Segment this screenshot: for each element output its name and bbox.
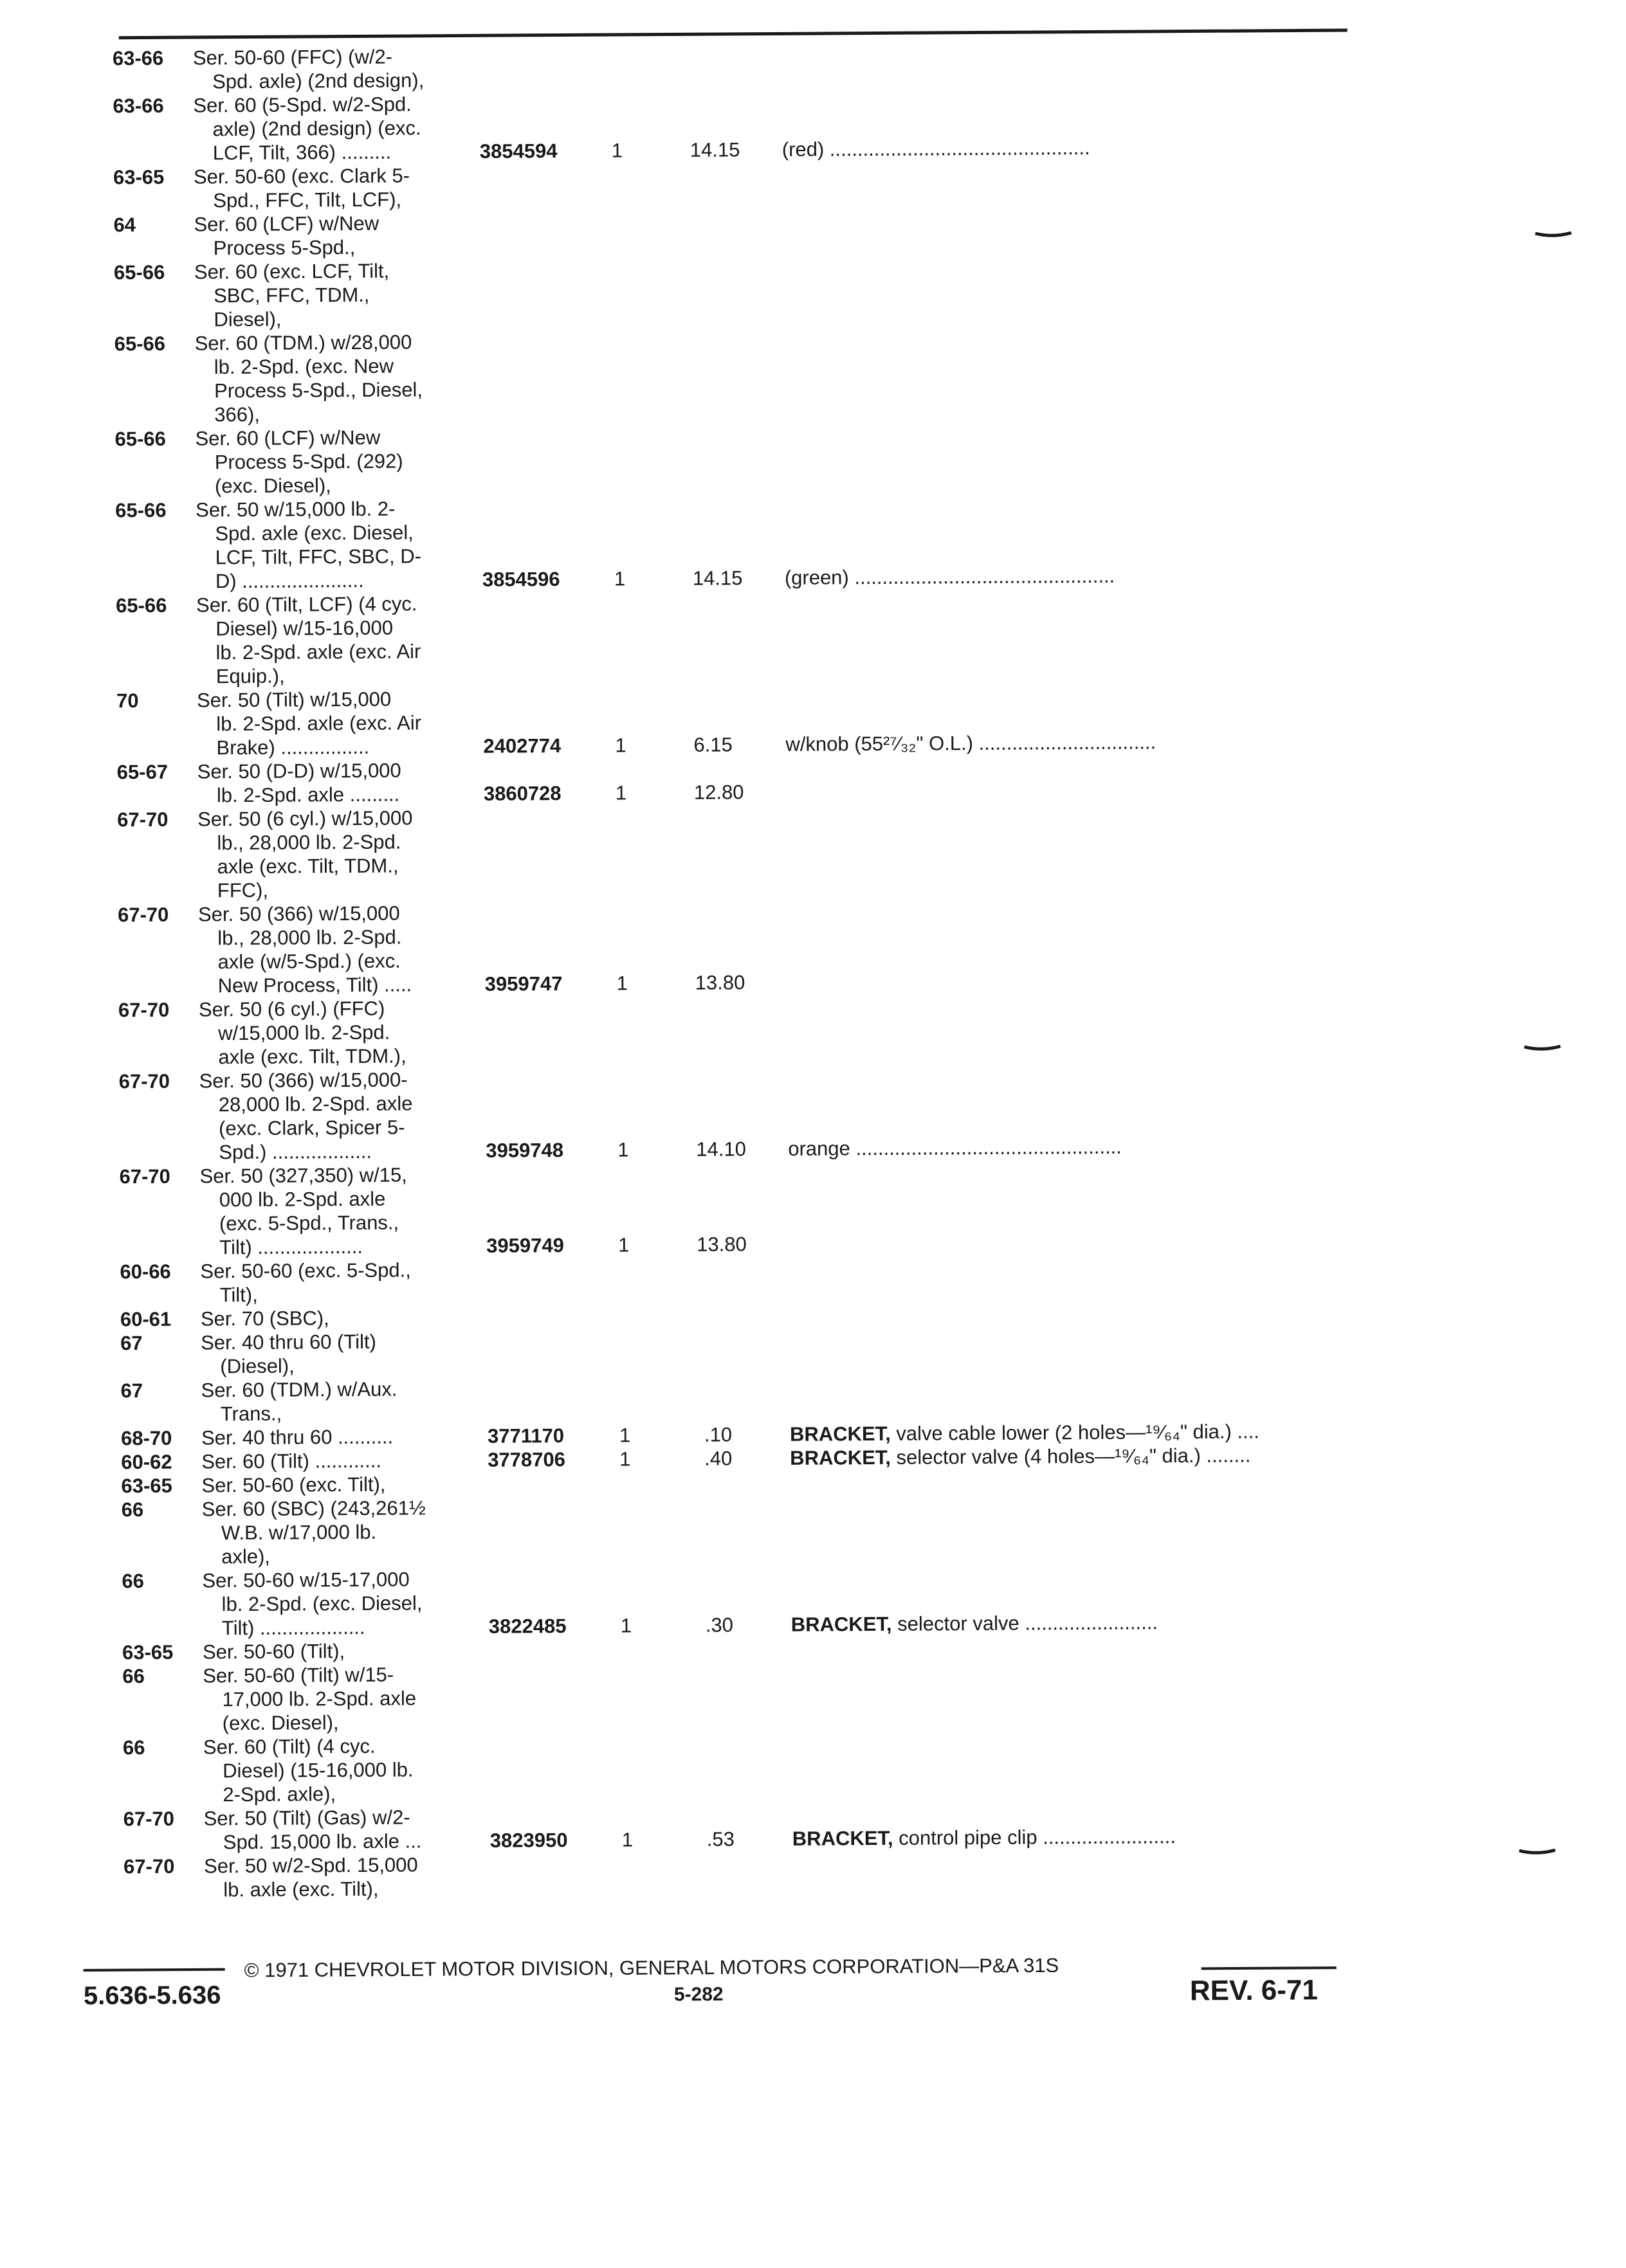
part-name-label: BRACKET, <box>792 1826 893 1850</box>
year-cell: 67-70 <box>119 1165 170 1188</box>
part-number-cell: 3854596 <box>482 568 560 591</box>
description-cell: Ser. 50 (Tilt) (Gas) w/2- <box>203 1806 410 1830</box>
price-cell: 12.80 <box>693 781 744 804</box>
description-cell: Diesel), <box>214 307 282 331</box>
note-text: valve cable lower (2 holes—¹⁹⁄₆₄" dia.) .... <box>890 1420 1260 1445</box>
description-cell: Ser. 50 (6 cyl.) (FFC) <box>198 997 385 1021</box>
description-cell: Ser. 50 (Tilt) w/15,000 <box>196 687 392 712</box>
description-cell: lb. 2-Spd. (exc. Diesel, <box>221 1592 423 1616</box>
description-cell: 000 lb. 2-Spd. axle <box>219 1187 386 1211</box>
footer-copyright: © 1971 CHEVROLET MOTOR DIVISION, GENERAL MOTORS CORPORATION—P&A 31S <box>244 1954 1059 1982</box>
description-cell: LCF, Tilt, FFC, SBC, D- <box>215 545 422 569</box>
description-cell: Ser. 50 (366) w/15,000- <box>199 1068 408 1093</box>
part-name-label: BRACKET, <box>790 1446 891 1469</box>
note-cell <box>791 1610 1158 1636</box>
price-cell: .30 <box>705 1613 734 1637</box>
page-footer <box>84 1951 1345 2049</box>
parts-list <box>0 37 1626 1903</box>
quantity-cell: 1 <box>615 734 626 757</box>
price-cell: 13.80 <box>697 1233 747 1256</box>
description-cell: Ser. 50-60 (FFC) (w/2- <box>192 45 393 69</box>
description-cell: Ser. 50-60 (exc. Clark 5- <box>193 164 410 188</box>
description-cell: lb. axle (exc. Tilt), <box>223 1877 379 1901</box>
price-cell: 14.15 <box>692 567 743 590</box>
description-cell: LCF, Tilt, 366) ......... <box>212 140 392 165</box>
year-cell: 65-66 <box>113 260 165 284</box>
description-cell: (exc. Clark, Spicer 5- <box>218 1116 405 1140</box>
description-cell: Ser. 50 (366) w/15,000 <box>197 902 400 926</box>
description-cell: Process 5-Spd., Diesel, <box>214 378 423 403</box>
description-cell: Ser. 50-60 (exc. 5-Spd., <box>200 1258 411 1283</box>
year-cell: 65-66 <box>114 332 166 356</box>
description-cell: Ser. 60 (exc. LCF, Tilt, <box>194 259 390 284</box>
year-cell: 67-70 <box>123 1855 175 1878</box>
description-cell: Process 5-Spd., <box>213 235 356 260</box>
part-number-cell: 3822485 <box>488 1614 567 1638</box>
description-cell: Ser. 60 (TDM.) w/Aux. <box>201 1377 397 1402</box>
year-cell: 65-66 <box>114 427 166 451</box>
description-cell: Ser. 60 (LCF) w/New <box>195 426 381 450</box>
description-cell: Spd.) .................. <box>219 1139 372 1164</box>
description-cell: Spd. axle (exc. Diesel, <box>215 521 414 545</box>
part-name-label: BRACKET, <box>790 1612 892 1636</box>
year-cell: 65-66 <box>116 594 167 617</box>
description-cell: lb. 2-Spd. axle (exc. Air <box>215 640 421 664</box>
description-cell: lb. 2-Spd. axle ......... <box>216 783 400 807</box>
quantity-cell: 1 <box>620 1614 632 1637</box>
description-cell: axle), <box>221 1545 271 1568</box>
year-cell: 63-66 <box>113 94 164 118</box>
part-number-cell: 3959747 <box>484 972 563 995</box>
part-number-cell: 3854594 <box>479 140 558 163</box>
year-cell: 65-66 <box>115 498 167 522</box>
year-cell: 67 <box>120 1332 143 1355</box>
description-cell: Ser. 60 (SBC) (243,261½ <box>201 1496 426 1521</box>
description-cell: Diesel) w/15-16,000 <box>215 616 394 640</box>
part-name-label: BRACKET, <box>789 1422 891 1446</box>
year-cell: 63-65 <box>113 165 165 189</box>
description-cell: lb. 2-Spd. (exc. New <box>214 354 394 379</box>
description-cell: Ser. 50 w/2-Spd. 15,000 <box>203 1853 418 1878</box>
description-cell: Ser. 50 w/15,000 lb. 2- <box>196 497 396 522</box>
note-text: (green) ............................................... <box>784 564 1115 589</box>
description-cell: Ser. 60 (Tilt) ............ <box>201 1449 381 1473</box>
quantity-cell: 1 <box>621 1828 634 1851</box>
description-cell: W.B. w/17,000 lb. <box>221 1520 377 1545</box>
quantity-cell: 1 <box>617 1138 629 1161</box>
note-cell <box>790 1443 1250 1469</box>
note-text: w/knob (55²⁷⁄₃₂" O.L.) ................................ <box>785 730 1156 756</box>
year-cell: 64 <box>113 213 136 237</box>
quantity-cell: 1 <box>616 972 628 995</box>
note-text: selector valve (4 holes—¹⁹⁄₆₄" dia.) ........ <box>890 1444 1251 1469</box>
part-number-cell: 3860728 <box>483 782 562 805</box>
note-cell <box>785 564 1115 590</box>
description-cell: Brake) ................ <box>216 735 370 759</box>
binder-mark <box>1534 231 1573 238</box>
description-cell: Tilt) ................... <box>219 1235 363 1259</box>
description-cell: lb. 2-Spd. axle (exc. Air <box>216 711 422 736</box>
quantity-cell: 1 <box>611 139 623 162</box>
year-cell: 67-70 <box>117 808 169 831</box>
note-cell <box>782 136 1090 161</box>
footer-page-number: 5-282 <box>673 1983 724 2006</box>
year-cell: 66 <box>122 1665 145 1688</box>
year-cell: 63-66 <box>112 46 164 70</box>
footer-revision: REV. 6-71 <box>1189 1974 1319 2007</box>
price-cell: .40 <box>704 1447 733 1470</box>
year-cell: 67-70 <box>117 903 169 927</box>
note-text: control pipe clip ........................ <box>893 1825 1176 1849</box>
description-cell: lb., 28,000 lb. 2-Spd. <box>217 830 401 855</box>
quantity-cell: 1 <box>618 1233 630 1256</box>
price-cell: 13.80 <box>695 971 745 994</box>
description-cell: Ser. 50-60 w/15-17,000 <box>202 1568 410 1592</box>
quantity-cell: 1 <box>619 1447 631 1471</box>
description-cell: (exc. 5-Spd., Trans., <box>219 1211 399 1235</box>
binder-mark <box>1518 1849 1557 1855</box>
description-cell: axle (exc. Tilt, TDM., <box>217 854 399 878</box>
part-number-cell: 3778706 <box>488 1448 566 1471</box>
description-cell: Equip.), <box>215 664 285 688</box>
description-cell: Trans., <box>220 1402 282 1426</box>
top-rule <box>119 29 1347 40</box>
description-cell: lb., 28,000 lb. 2-Spd. <box>217 925 402 950</box>
binder-mark <box>1523 1045 1562 1051</box>
note-text: (red) ............................................... <box>781 136 1090 161</box>
description-cell: D) ...................... <box>215 568 364 593</box>
footer-section-number: 5.636-5.636 <box>83 1981 221 2010</box>
quantity-cell: 1 <box>614 567 626 590</box>
note-cell <box>785 730 1156 756</box>
description-cell: Ser. 60 (5-Spd. w/2-Spd. <box>193 93 412 117</box>
description-cell: axle (exc. Tilt, TDM.), <box>218 1044 406 1069</box>
description-cell: (exc. Diesel), <box>222 1711 339 1735</box>
year-cell: 70 <box>116 689 139 712</box>
year-cell: 66 <box>121 1498 144 1521</box>
year-cell: 68-70 <box>120 1426 172 1450</box>
description-cell: Ser. 50-60 (Tilt), <box>202 1640 345 1664</box>
description-cell: (exc. Diesel), <box>214 474 331 498</box>
description-cell: Ser. 50 (D-D) w/15,000 <box>197 759 401 783</box>
year-cell: 60-66 <box>120 1260 171 1284</box>
year-cell: 67 <box>120 1379 143 1402</box>
description-cell: Spd. axle) (2nd design), <box>212 69 425 93</box>
description-cell: Spd., FFC, Tilt, LCF), <box>213 188 402 212</box>
description-cell: Tilt) ................... <box>221 1615 365 1640</box>
year-cell: 60-62 <box>121 1450 172 1474</box>
description-cell: Diesel) (15-16,000 lb. <box>223 1758 414 1783</box>
price-cell: 6.15 <box>693 733 733 756</box>
description-cell: Tilt), <box>219 1283 258 1307</box>
description-cell: 366), <box>214 403 260 426</box>
year-cell: 67-70 <box>118 1069 170 1093</box>
part-number-cell: 3959748 <box>486 1139 564 1162</box>
description-cell: Ser. 50 (327,350) w/15, <box>199 1163 407 1188</box>
description-cell: Ser. 50-60 (Tilt) w/15- <box>203 1663 394 1687</box>
description-cell: Process 5-Spd. (292) <box>214 449 403 474</box>
description-cell: Spd. 15,000 lb. axle ... <box>223 1829 422 1854</box>
description-cell: axle) (2nd design) (exc. <box>212 116 421 141</box>
description-cell: Ser. 60 (Tilt, LCF) (4 cyc. <box>196 592 417 617</box>
description-cell: New Process, Tilt) ..... <box>217 973 412 997</box>
description-cell: SBC, FFC, TDM., <box>214 283 370 307</box>
part-number-cell: 3959749 <box>486 1234 565 1257</box>
part-number-cell: 3771170 <box>487 1424 565 1447</box>
description-cell: axle (w/5-Spd.) (exc. <box>217 949 401 974</box>
description-cell: Ser. 60 (Tilt) (4 cyc. <box>203 1734 376 1759</box>
year-cell: 63-65 <box>121 1474 172 1498</box>
part-number-cell: 2402774 <box>483 734 562 758</box>
footer-rule-left <box>84 1968 225 1972</box>
description-cell: 17,000 lb. 2-Spd. axle <box>222 1687 417 1711</box>
quantity-cell: 1 <box>615 781 627 804</box>
description-cell: Ser. 50 (6 cyl.) w/15,000 <box>197 806 413 831</box>
footer-rule-right <box>1201 1966 1337 1970</box>
note-cell <box>790 1419 1259 1446</box>
description-cell: Ser. 40 thru 60 (Tilt) <box>201 1330 377 1354</box>
note-text: selector valve ........................ <box>891 1611 1158 1635</box>
year-cell: 65-67 <box>116 760 169 784</box>
description-cell: Ser. 40 thru 60 .......... <box>201 1425 394 1449</box>
description-cell: Ser. 50-60 (exc. Tilt), <box>201 1473 386 1497</box>
description-cell: Ser. 70 (SBC), <box>200 1307 329 1330</box>
price-cell: 14.15 <box>690 138 740 161</box>
year-cell: 63-65 <box>122 1640 174 1664</box>
year-cell: 67-70 <box>123 1807 175 1831</box>
year-cell: 60-61 <box>120 1307 172 1331</box>
year-cell: 66 <box>122 1570 144 1593</box>
description-cell: Ser. 60 (TDM.) w/28,000 <box>194 331 412 355</box>
price-cell: .53 <box>706 1828 735 1851</box>
description-cell: w/15,000 lb. 2-Spd. <box>218 1021 390 1045</box>
year-cell: 67-70 <box>118 998 170 1022</box>
description-cell: FFC), <box>217 878 269 902</box>
year-cell: 66 <box>122 1736 145 1759</box>
price-cell: .10 <box>704 1423 733 1446</box>
note-cell <box>788 1135 1122 1161</box>
note-cell <box>792 1824 1176 1851</box>
price-cell: 14.10 <box>696 1138 746 1161</box>
description-cell: (Diesel), <box>220 1354 295 1378</box>
description-cell: 28,000 lb. 2-Spd. axle <box>218 1092 413 1116</box>
part-number-cell: 3823950 <box>489 1828 568 1852</box>
description-cell: Ser. 60 (LCF) w/New <box>194 212 379 236</box>
quantity-cell: 1 <box>619 1424 631 1447</box>
description-cell: 2-Spd. axle), <box>223 1783 336 1806</box>
note-text: orange ................................................ <box>788 1135 1122 1160</box>
